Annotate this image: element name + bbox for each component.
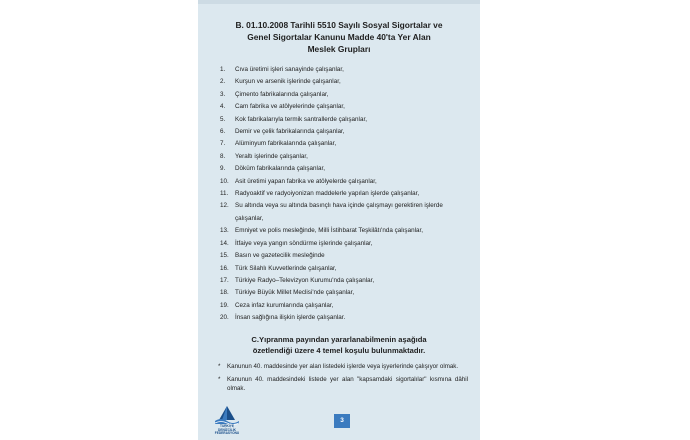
- list-item: [220, 250, 465, 262]
- list-item: [220, 287, 465, 299]
- item-text: Kok fabrikalarıyla termik santrallerde çalışanlar,: [235, 115, 367, 123]
- item-text: Kurşun ve arsenik işlerinde çalışanlar,: [235, 78, 341, 86]
- item-text: İnsan sağlığına ilişkin işlerde çalışanlar.: [235, 314, 346, 322]
- item-number: 1.: [220, 66, 226, 73]
- item-number: 13.: [220, 227, 229, 235]
- list-item: [220, 275, 465, 287]
- list-item: [220, 101, 465, 113]
- subheading-line-1: C.Yıpranma payından yararlanabilmenin aşağıda: [251, 335, 427, 344]
- item-text: Radyoaktif ve radyoiyonizan maddelerle yapılan işlerde çalışanlar,: [235, 190, 420, 198]
- occupation-list: [220, 64, 465, 325]
- section-b-heading: [212, 19, 466, 55]
- logo-caption: [210, 425, 244, 436]
- item-number: 2.: [220, 78, 226, 86]
- asterisk-bullet: *: [218, 363, 221, 370]
- item-text: İtfaiye veya yangın söndürme işlerinde çalışanlar,: [235, 239, 373, 247]
- item-text: Döküm fabrikalarında çalışanlar,: [235, 165, 325, 173]
- item-text: Türkiye Radyo–Televizyon Kurumu'nda çalışanlar,: [235, 276, 375, 284]
- item-number: 7.: [220, 140, 226, 148]
- note-item: [218, 362, 468, 371]
- item-text: Emniyet ve polis mesleğinde, Milli İstihbarat Teşkilâtı'nda çalışanlar,: [235, 227, 423, 235]
- list-item: [220, 114, 465, 126]
- asterisk-bullet: *: [218, 376, 221, 383]
- note-text: Kanunun 40. maddesindeki listede yer alan "kapsamdaki sigortalılar" kısmına dâhil olmak.: [227, 376, 468, 392]
- list-item: [220, 126, 465, 138]
- list-item: [220, 312, 465, 324]
- item-number: 5.: [220, 115, 226, 123]
- list-item: [220, 263, 465, 275]
- item-text: Cam fabrika ve atölyelerinde çalışanlar,: [235, 103, 345, 111]
- item-text: Alüminyum fabrikalarında çalışanlar,: [235, 140, 337, 148]
- logo-line-2: DENİZCİLİK: [218, 427, 236, 432]
- note-text: Kanunun 40. maddesinde yer alan listedeki işlerde veya işyerlerinde çalışıyor olmak.: [227, 363, 459, 370]
- section-c-heading: [212, 334, 466, 356]
- item-number: 6.: [220, 128, 226, 136]
- item-number: 3.: [220, 90, 226, 98]
- list-item: [220, 89, 465, 101]
- list-item: [220, 300, 465, 312]
- list-item: [220, 200, 465, 225]
- item-text: Ceza infaz kurumlarında çalışanlar,: [235, 301, 334, 309]
- list-item: [220, 225, 465, 237]
- list-item: [220, 76, 465, 88]
- heading-line-2: Genel Sigortalar Kanunu Madde 40'ta Yer Alan: [247, 32, 431, 42]
- item-text: Su altında veya su altında basınçlı hava içinde çalışmayı gerektiren işlerde çalışanlar,: [235, 202, 443, 222]
- document-page: [198, 0, 480, 440]
- list-item: [220, 64, 465, 76]
- heading-line-3: Meslek Grupları: [307, 44, 371, 54]
- item-number: 12.: [220, 202, 229, 210]
- item-text: Basın ve gazetecilik mesleğinde: [235, 252, 325, 260]
- item-number: 15.: [220, 252, 229, 260]
- item-text: Türk Silahlı Kuvvetlerinde çalışanlar,: [235, 264, 337, 272]
- heading-line-1: B. 01.10.2008 Tarihli 5510 Sayılı Sosyal Sigortalar ve: [235, 20, 443, 30]
- item-number: 18.: [220, 289, 229, 297]
- item-text: Demir ve çelik fabrikalarında çalışanlar,: [235, 128, 345, 136]
- conditions-notes: [218, 362, 468, 397]
- item-text: Cıva üretimi işleri sanayinde çalışanlar,: [235, 66, 344, 73]
- note-item: [218, 375, 468, 393]
- item-text: Çimento fabrikalarında çalışanlar,: [235, 90, 329, 98]
- logo-line-3: FEDERASYONU: [214, 431, 240, 436]
- item-number: 10.: [220, 177, 229, 185]
- item-number: 17.: [220, 276, 229, 284]
- item-text: Türkiye Büyük Millet Meclisi'nde çalışanlar,: [235, 289, 355, 297]
- item-number: 14.: [220, 239, 229, 247]
- item-text: Yeraltı işlerinde çalışanlar,: [235, 152, 308, 160]
- item-number: 19.: [220, 301, 229, 309]
- logo-line-1: TÜRKİYE: [220, 424, 234, 428]
- item-number: 4.: [220, 103, 226, 111]
- list-item: [220, 151, 465, 163]
- item-number: 11.: [220, 190, 229, 198]
- list-item: [220, 176, 465, 188]
- item-number: 8.: [220, 152, 226, 160]
- list-item: [220, 163, 465, 175]
- list-item: [220, 188, 465, 200]
- item-number: 9.: [220, 165, 226, 173]
- page-number: 3: [334, 414, 350, 428]
- list-item: [220, 238, 465, 250]
- item-text: Asit üretimi yapan fabrika ve atölyelerde çalışanlar,: [235, 177, 377, 185]
- item-number: 16.: [220, 264, 229, 272]
- item-number: 20.: [220, 314, 229, 322]
- list-item: [220, 138, 465, 150]
- subheading-line-2: özetlendiği üzere 4 temel koşulu bulunmaktadır.: [252, 346, 426, 355]
